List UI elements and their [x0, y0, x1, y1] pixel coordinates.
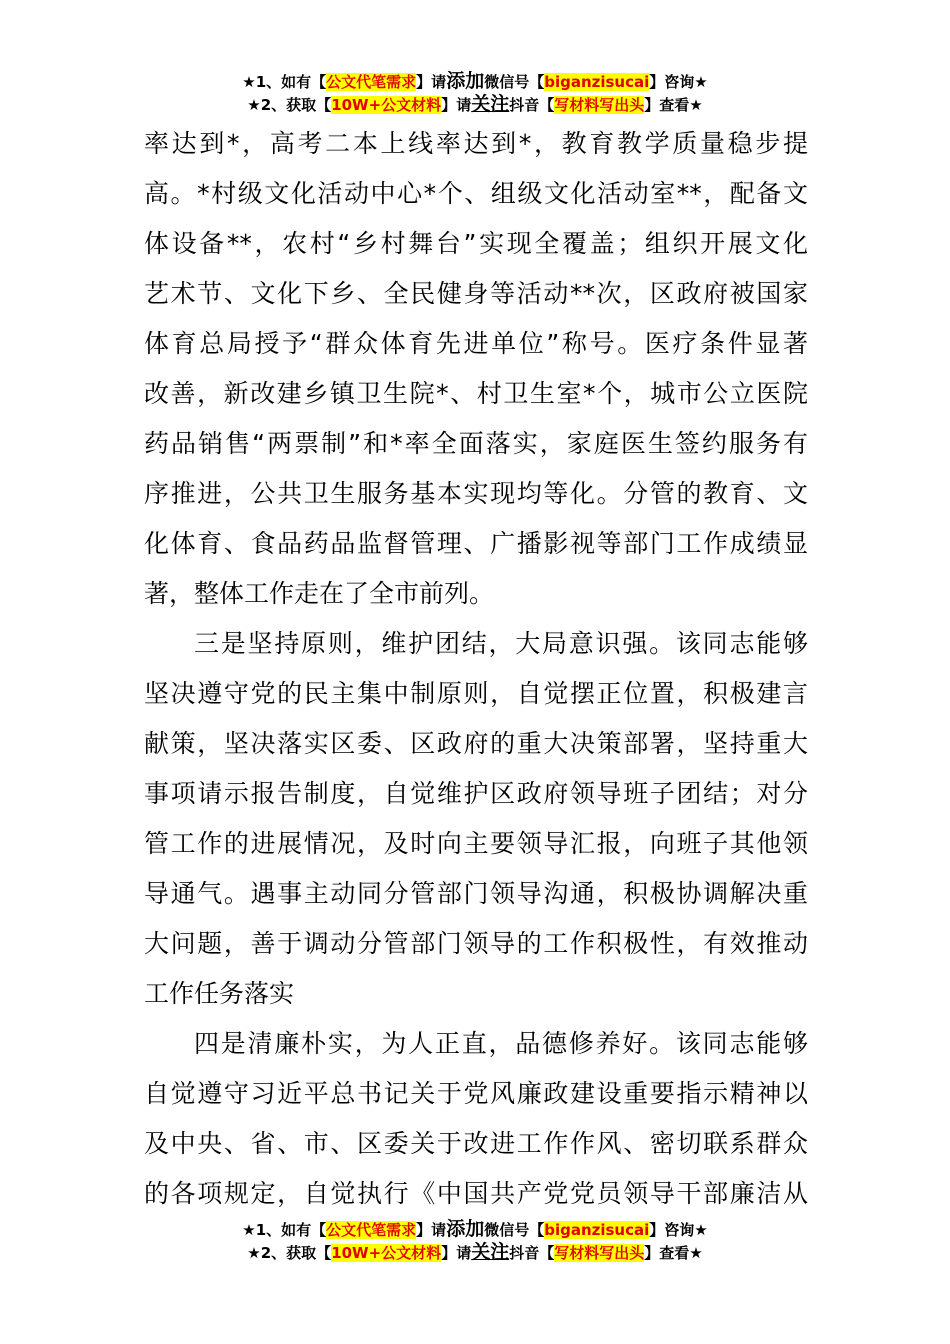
highlight-service: 公文代笔需求 — [326, 1221, 417, 1239]
text-line: 工作任务落实 — [144, 979, 295, 1008]
banner-text: ★1、如有【 — [242, 1221, 327, 1239]
paragraph-start-line: 四是清廉朴实，为人正直，品德修养好。该同志能够 — [194, 1029, 808, 1058]
text-line: 化体育、食品药品监督管理、广播影视等部门工作成绩显 — [144, 529, 808, 558]
text-line: 率达到*，高考二本上线率达到*，教育教学质量稳步提 — [144, 129, 808, 158]
highlight-wechat-id: biganzisucai — [544, 73, 650, 91]
text-line: 著，整体工作走在了全市前列。 — [144, 579, 495, 608]
text-line: 的各项规定，自觉执行《中国共产党党员领导干部廉洁从 — [144, 1179, 808, 1208]
banner-line-2 — [0, 93, 950, 116]
highlight-service: 公文代笔需求 — [326, 73, 417, 91]
banner-text: 抖音【 — [509, 1244, 555, 1262]
banner-line-2 — [0, 1241, 950, 1264]
banner-text-emphasis: 关注 — [471, 93, 510, 115]
banner-text: 】请 — [416, 1221, 447, 1239]
text-line: 坚决遵守党的民主集中制原则，自觉摆正位置，积极建言 — [144, 679, 808, 708]
text-line: 体设备**，农村“乡村舞台”实现全覆盖；组织开展文化 — [144, 229, 808, 258]
banner-text: 】咨询★ — [649, 1221, 708, 1239]
text-line: 事项请示报告制度，自觉维护区政府领导班子团结；对分 — [144, 779, 808, 808]
text-line: 药品销售“两票制”和*率全面落实，家庭医生签约服务有 — [144, 429, 808, 458]
paragraph-start-line: 三是坚持原则，维护团结，大局意识强。该同志能够 — [194, 629, 808, 658]
highlight-douyin-account: 写材料写出头 — [554, 1244, 645, 1262]
banner-text-emphasis: 关注 — [471, 1241, 510, 1263]
text-line: 高。*村级文化活动中心*个、组级文化活动室**，配备文 — [144, 179, 808, 208]
banner-text: 】请 — [441, 1244, 472, 1262]
banner-text: 】请 — [441, 96, 472, 114]
text-line: 大问题，善于调动分管部门领导的工作积极性，有效推动 — [144, 929, 808, 958]
banner-text-emphasis: 添加 — [446, 70, 485, 92]
text-line: 序推进，公共卫生服务基本实现均等化。分管的教育、文 — [144, 479, 808, 508]
banner-text: 】查看★ — [644, 96, 703, 114]
highlight-douyin-account: 写材料写出头 — [554, 96, 645, 114]
text-line: 管工作的进展情况，及时向主要领导汇报，向班子其他领 — [144, 829, 808, 858]
text-line: 艺术节、文化下乡、全民健身等活动**次，区政府被国家 — [144, 279, 808, 308]
highlight-materials: 10W+公文材料 — [331, 96, 442, 114]
text-line: 导通气。遇事主动同分管部门领导沟通，积极协调解决重 — [144, 879, 808, 908]
banner-text: ★2、获取【 — [247, 1244, 332, 1262]
banner-text: ★1、如有【 — [242, 73, 327, 91]
banner-text: 】请 — [416, 73, 447, 91]
banner-line-1 — [0, 70, 950, 93]
header-banner — [0, 70, 950, 116]
text-line: 献策，坚决落实区委、区政府的重大决策部署，坚持重大 — [144, 729, 808, 758]
banner-text: 】咨询★ — [649, 73, 708, 91]
banner-text: 】查看★ — [644, 1244, 703, 1262]
footer-banner — [0, 1218, 950, 1264]
banner-text: 微信号【 — [484, 1221, 545, 1239]
text-line: 及中央、省、市、区委关于改进工作作风、密切联系群众 — [144, 1129, 808, 1158]
text-line: 自觉遵守习近平总书记关于党风廉政建设重要指示精神以 — [144, 1079, 808, 1108]
text-line: 改善，新改建乡镇卫生院*、村卫生室*个，城市公立医院 — [144, 379, 808, 408]
highlight-wechat-id: biganzisucai — [544, 1221, 650, 1239]
highlight-materials: 10W+公文材料 — [331, 1244, 442, 1262]
banner-line-1 — [0, 1218, 950, 1241]
banner-text: ★2、获取【 — [247, 96, 332, 114]
banner-text: 微信号【 — [484, 73, 545, 91]
banner-text: 抖音【 — [509, 96, 555, 114]
banner-text-emphasis: 添加 — [446, 1218, 485, 1240]
text-line: 体育总局授予“群众体育先进单位”称号。医疗条件显著 — [144, 329, 808, 358]
document-body — [144, 119, 808, 1219]
